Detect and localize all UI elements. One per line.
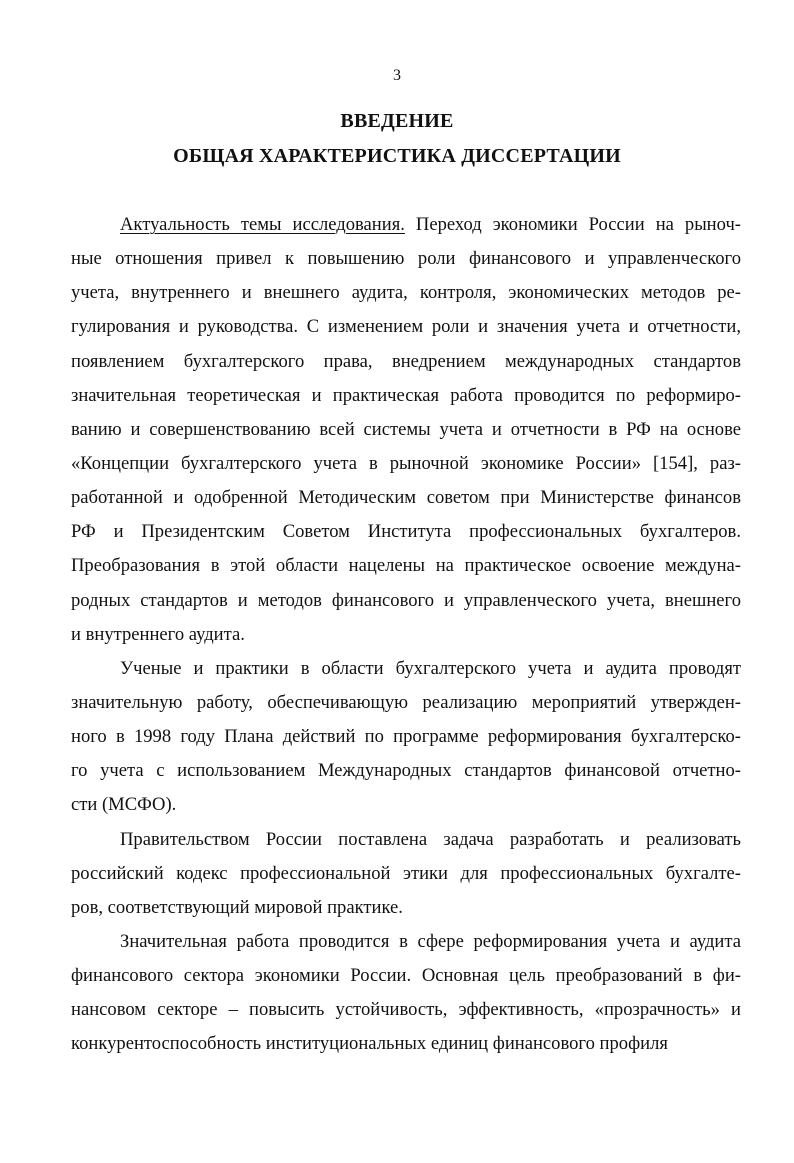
paragraph-line: значительная теоретическая и практическая работа проводится по реформиро- (71, 384, 741, 406)
page-title: ВВЕДЕНИЕ (340, 110, 454, 132)
paragraph-line: Ученые и практики в области бухгалтерского учета и аудита проводят (120, 657, 741, 679)
paragraph-line: «Концепции бухгалтерского учета в рыночной экономике России» [154], раз- (71, 452, 741, 474)
line-text: Переход экономики России на рыноч- (404, 214, 741, 235)
paragraph-line: российский кодекс профессиональной этики для профессиональных бухгалте- (71, 862, 741, 884)
paragraph-line: РФ и Президентским Советом Института профессиональных бухгалтеров. (71, 521, 741, 543)
paragraph-line: появлением бухгалтерского права, внедрением международных стандартов (71, 350, 741, 372)
paragraph-line: Правительством России поставлена задача разработать и реализовать (120, 828, 741, 850)
paragraph-line: ные отношения привел к повышению роли финансового и управленческого (71, 248, 741, 270)
paragraph-line: Значительная работа проводится в сфере реформирования учета и аудита (120, 930, 741, 952)
paragraph-ethics-code (71, 823, 741, 925)
paragraph-line: ного в 1998 году Плана действий по программе реформирования бухгалтерско- (71, 726, 741, 748)
document-body (71, 208, 741, 1062)
paragraph-relevance (71, 208, 741, 652)
paragraph-financial-sector (71, 925, 741, 1062)
paragraph-line: сти (МСФО). (71, 794, 177, 816)
paragraph-line: конкурентоспособность институциональных единиц финансового профиля (71, 1033, 668, 1055)
page-number: 3 (393, 67, 401, 84)
paragraph-line: нансовом секторе – повысить устойчивость, эффективность, «прозрачность» и (71, 999, 741, 1021)
paragraph-line: учета, внутреннего и внешнего аудита, контроля, экономических методов ре- (71, 282, 741, 304)
paragraph-line: Преобразования в этой области нацелены на практическое освоение междуна- (71, 555, 741, 577)
section-lead-relevance: Актуальность темы исследования. (120, 214, 405, 235)
paragraph-practitioners (71, 652, 741, 823)
paragraph-line: работанной и одобренной Методическим советом при Министерстве финансов (71, 487, 741, 509)
paragraph-line: гулирования и руководства. С изменением роли и значения учета и отчетности, (71, 316, 741, 338)
paragraph-line: значительную работу, обеспечивающую реализацию мероприятий утвержден- (71, 691, 741, 713)
paragraph-line: родных стандартов и методов финансового и управленческого учета, внешнего (71, 589, 741, 611)
paragraph-line: ров, соответствующий мировой практике. (71, 896, 403, 918)
page-subtitle: ОБЩАЯ ХАРАКТЕРИСТИКА ДИССЕРТАЦИИ (173, 145, 621, 167)
paragraph-line: финансового сектора экономики России. Основная цель преобразований в фи- (71, 965, 741, 987)
paragraph-line: и внутреннего аудита. (71, 623, 245, 645)
paragraph-line (71, 208, 741, 242)
paragraph-line: го учета с использованием Международных стандартов финансовой отчетно- (71, 760, 741, 782)
paragraph-line: ванию и совершенствованию всей системы учета и отчетности в РФ на основе (71, 418, 741, 440)
